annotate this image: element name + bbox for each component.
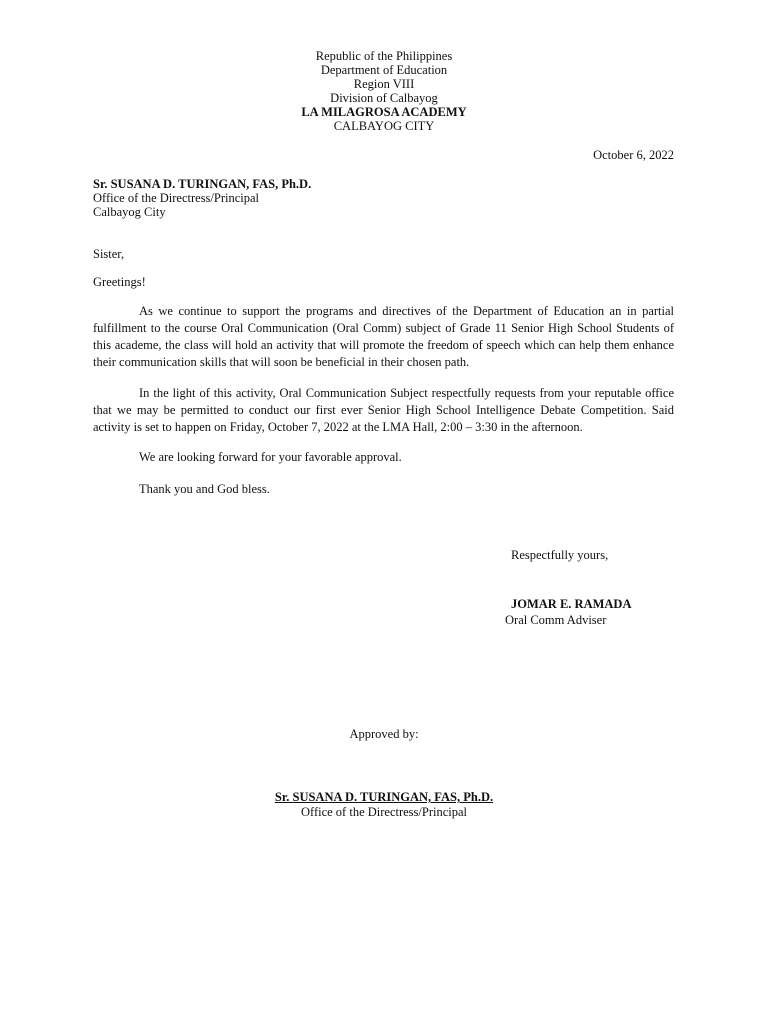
letter-date: October 6, 2022: [593, 148, 674, 162]
addressee-block: [93, 177, 311, 219]
addressee-city: Calbayog City: [93, 205, 166, 219]
approved-by-label: Approved by:: [349, 727, 419, 741]
letterhead-division: Division of Calbayog: [330, 91, 438, 105]
letterhead-region: Region VIII: [353, 77, 415, 91]
letterhead: [0, 49, 768, 133]
body-line-thanks: Thank you and God bless.: [139, 482, 270, 496]
approver-name: Sr. SUSANA D. TURINGAN, FAS, Ph.D.: [274, 790, 494, 804]
approver-title: Office of the Directress/Principal: [300, 805, 468, 819]
letterhead-department: Department of Education: [320, 63, 448, 77]
greeting: Greetings!: [93, 275, 146, 289]
body-line-approval: We are looking forward for your favorable approval.: [139, 450, 402, 464]
approver-name-block: [0, 790, 768, 804]
complimentary-close: Respectfully yours,: [511, 548, 609, 562]
letterhead-school: LA MILAGROSA ACADEMY: [301, 105, 467, 119]
body-paragraph-1: As we continue to support the programs and directives of the Department of Education an in partial fulfillment to the course Oral Communication (Oral Comm) subject of Grade 11 Senior High School Students of this academe, the class will hold an activity that will promote the freedom of speech which can help them enhance their communication skills that will soon be beneficial in their chosen path.: [93, 304, 674, 369]
signer-title: Oral Comm Adviser: [505, 613, 607, 627]
addressee-office: Office of the Directress/Principal: [93, 191, 260, 205]
body-paragraph-2: In the light of this activity, Oral Communication Subject respectfully requests from your reputable office that we may be permitted to conduct our first ever Senior High School Intelligence Debate Competition. Said activity is set to happen on Friday, October 7, 2022 at the LMA Hall, 2:00 – 3:30 in the afternoon.: [93, 386, 674, 434]
addressee-name: Sr. SUSANA D. TURINGAN, FAS, Ph.D.: [93, 177, 312, 191]
signer-name: JOMAR E. RAMADA: [511, 597, 632, 611]
letterhead-city: CALBAYOG CITY: [333, 119, 435, 133]
letterhead-country: Republic of the Philippines: [315, 49, 453, 63]
salutation: Sister,: [93, 247, 125, 261]
